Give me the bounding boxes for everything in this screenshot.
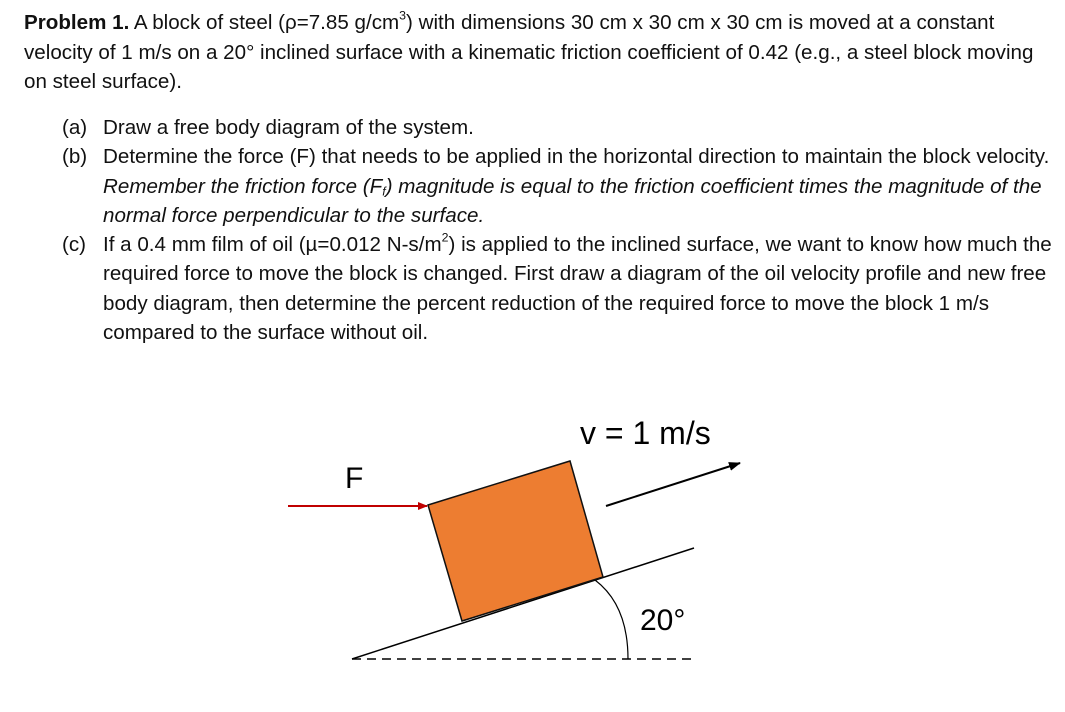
- part-c-marker: (c): [62, 233, 87, 257]
- velocity-arrow: [606, 463, 740, 506]
- problem-heading: Problem 1.: [24, 11, 130, 34]
- part-c-text-part2: ) is applied to the inclined surface, we want to know how much the required force to move the block is changed. First draw a diagram of the oil velocity profile and new free body diagram, then determine the percent reduction of the required force to move the block 1 m/s compared to the surface without oil.: [103, 233, 1052, 345]
- part-b-italic-part2: ) magnitude is equal to the friction coefficient times the magnitude of the normal force perpendicular to the surface.: [103, 174, 1042, 227]
- part-a-text: Draw a free body diagram of the system.: [103, 116, 474, 139]
- part-b-marker: (b): [62, 145, 88, 169]
- part-b-italic-part1: Remember the friction force (F: [103, 174, 383, 198]
- angle-label: 20°: [640, 604, 686, 637]
- part-c-superscript: 2: [441, 230, 449, 245]
- angle-arc: [595, 580, 628, 659]
- steel-block: [428, 461, 603, 621]
- part-c-text-part1: If a 0.4 mm film of oil (µ=0.012 N-s/m: [103, 233, 442, 257]
- velocity-label: v = 1 m/s: [580, 415, 711, 451]
- part-b-text: Determine the force (F) that needs to be applied in the horizontal direction to maintain the block velocity.: [103, 145, 1050, 169]
- part-b-italic-subscript: f: [382, 184, 386, 199]
- problem-intro-part2: ) with dimensions 30 cm x 30 cm x 30 cm is moved at a constant velocity of 1 m/s on a 20° inclined surface with a kinematic friction coefficient of 0.42 (e.g., a steel block moving on steel surface).: [24, 11, 1034, 93]
- problem-intro-part1: A block of steel (ρ=7.85 g/cm: [129, 11, 400, 34]
- part-a-marker: (a): [62, 116, 88, 139]
- force-label: F: [345, 462, 364, 495]
- problem-intro-superscript: 3: [399, 8, 407, 23]
